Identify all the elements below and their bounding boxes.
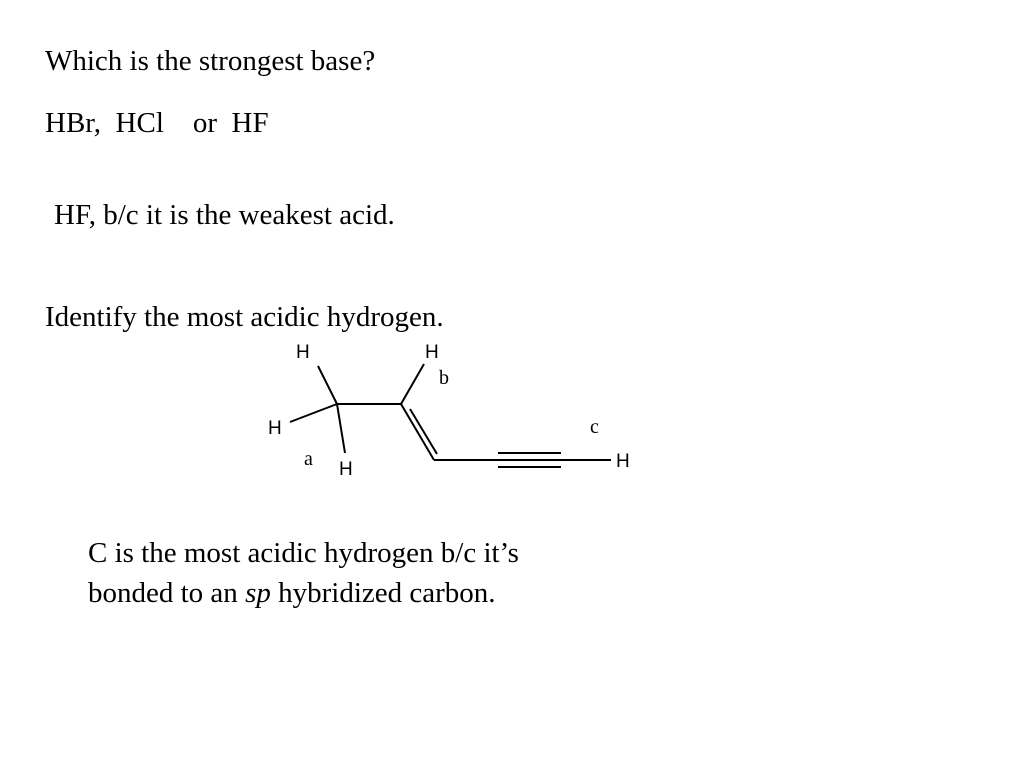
double-bond-inner	[410, 409, 437, 454]
question-2-prompt: Identify the most acidic hydrogen.	[45, 301, 444, 333]
question-2-answer-line-1: C is the most acidic hydrogen b/c it’s	[88, 537, 519, 569]
bond-c1-h-top	[318, 366, 337, 404]
bond-c1-h-left	[290, 404, 337, 422]
site-label-c: c	[590, 416, 599, 438]
question-1-prompt: Which is the strongest base?	[45, 45, 376, 77]
site-label-b: b	[439, 367, 449, 389]
bond-c2-h	[401, 364, 424, 404]
bond-c1-h-bottom	[337, 404, 345, 453]
question-1-options: HBr, HCl or HF	[45, 107, 269, 139]
hydrogen-b: H	[425, 342, 439, 363]
answer-sp-italic: sp	[245, 577, 271, 609]
double-bond-outer	[401, 404, 434, 460]
question-2-answer-line-2	[88, 573, 688, 613]
site-label-a: a	[304, 448, 313, 470]
hydrogen-a-left: H	[268, 418, 282, 439]
hydrogen-a-bottom: H	[339, 459, 353, 480]
hydrogen-c: H	[616, 451, 630, 472]
question-1-answer: HF, b/c it is the weakest acid.	[54, 199, 395, 231]
answer-line-2-start: bonded to an	[88, 577, 246, 609]
hydrogen-a-top: H	[296, 342, 310, 363]
question-2-answer	[88, 533, 688, 613]
answer-line-2-end: hybridized carbon.	[270, 577, 496, 609]
